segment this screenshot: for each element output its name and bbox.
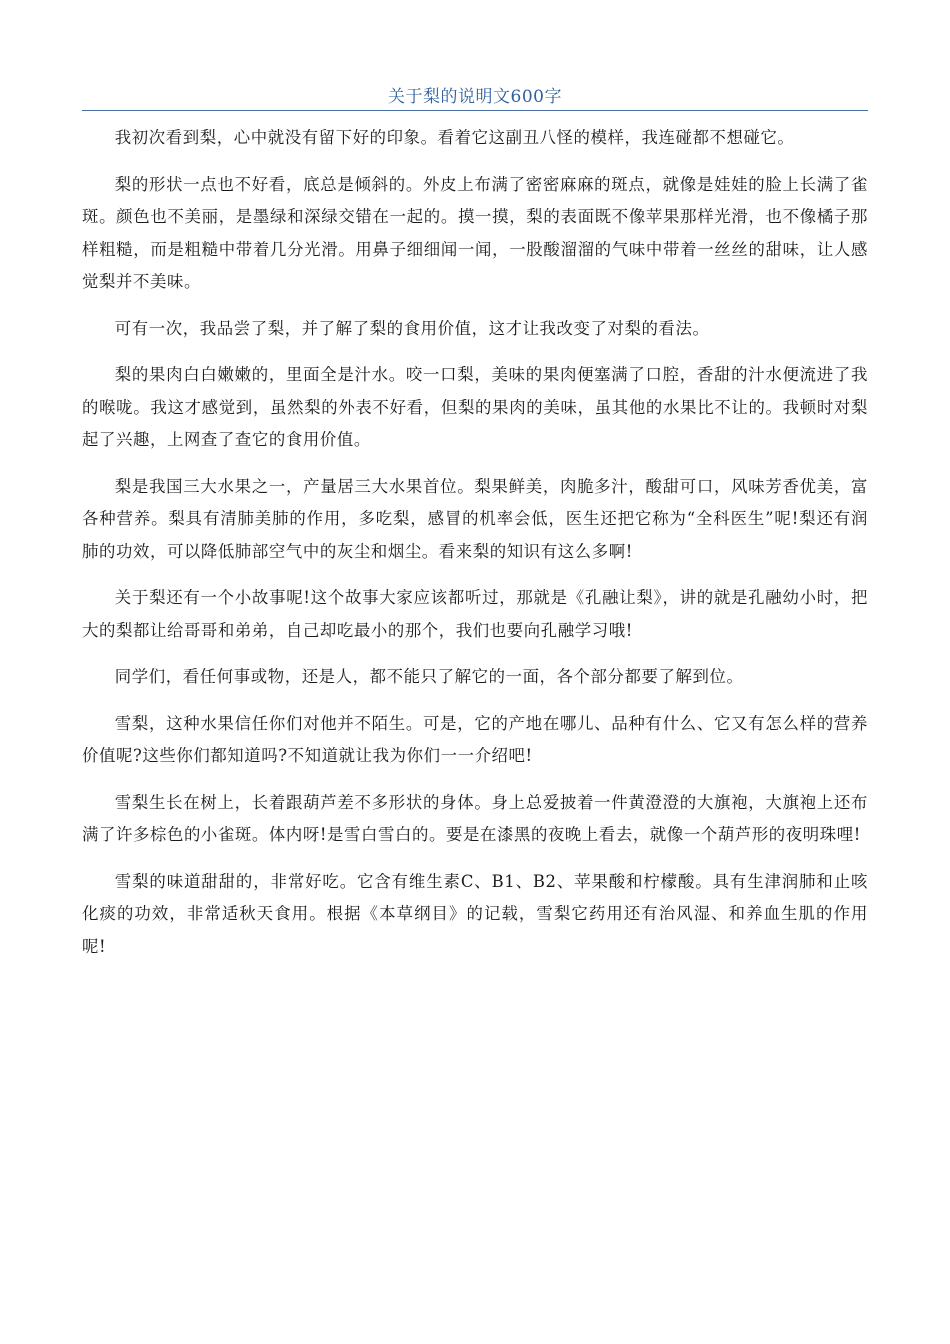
paragraph-3: 可有一次，我品尝了梨，并了解了梨的食用价值，这才让我改变了对梨的看法。 [114, 318, 710, 338]
paragraph-10: 雪梨的味道甜甜的，非常好吃。它含有维生素C、B1、B2、苹果酸和柠檬酸。具有生津润肺和止咳化痰的功效，非常适秋天食用。根据《本草纲目》的记载，雪梨它药用还有治风湿、和养血生肌的作用呢! [82, 871, 869, 956]
paragraph-1: 我初次看到梨，心中就没有留下好的印象。看着它这副丑八怪的模样，我连碰都不想碰它。 [114, 128, 795, 147]
document-body [82, 122, 868, 977]
page-header [82, 80, 868, 111]
paragraph-2: 梨的形状一点也不好看，底总是倾斜的。外皮上布满了密密麻麻的斑点，就像是娃娃的脸上长满了雀斑。颜色也不美丽，是墨绿和深绿交错在一起的。摸一摸，梨的表面既不像苹果那样光滑，也不像橘子那样粗糙，而是粗糙中带着几分光滑。用鼻子细细闻一闻，一股酸溜溜的气味中带着一丝丝的甜味，让人感觉梨并不美味。 [82, 174, 868, 291]
paragraph-8: 雪梨，这种水果信任你们对他并不陌生。可是，它的产地在哪儿、品种有什么、它又有怎么样的营养价值呢?这些你们都知道吗?不知道就让我为你们一一介绍吧! [82, 713, 868, 765]
paragraph-9: 雪梨生长在树上，长着跟葫芦差不多形状的身体。身上总爱披着一件黄澄澄的大旗袍，大旗袍上还布满了许多棕色的小雀斑。体内呀!是雪白雪白的。要是在漆黑的夜晚上看去，就像一个葫芦形的夜明珠哩! [82, 792, 868, 844]
paragraph-6: 关于梨还有一个小故事呢!这个故事大家应该都听过，那就是《孔融让梨》，讲的就是孔融幼小时，把大的梨都让给哥哥和弟弟，自己却吃最小的那个，我们也要向孔融学习哦! [82, 588, 868, 640]
paragraph-7: 同学们，看任何事或物，还是人，都不能只了解它的一面，各个部分都要了解到位。 [114, 667, 744, 686]
page-title: 关于梨的说明文600字 [388, 87, 562, 107]
paragraph-4: 梨的果肉白白嫩嫩的，里面全是汁水。咬一口梨，美味的果肉便塞满了口腔，香甜的汁水便流进了我的喉咙。我这才感觉到，虽然梨的外表不好看，但梨的果肉的美味，虽其他的水果比不让的。我顿时对梨起了兴趣，上网查了查它的食用价值。 [82, 365, 868, 449]
paragraph-5: 梨是我国三大水果之一，产量居三大水果首位。梨果鲜美，肉脆多汁，酸甜可口，风味芳香优美，富各种营养。梨具有清肺美肺的作用，多吃梨，感冒的机率会低，医生还把它称为“全科医生”呢!梨还有润肺的功效，可以降低肺部空气中的灰尘和烟尘。看来梨的知识有这么多啊! [82, 476, 868, 561]
